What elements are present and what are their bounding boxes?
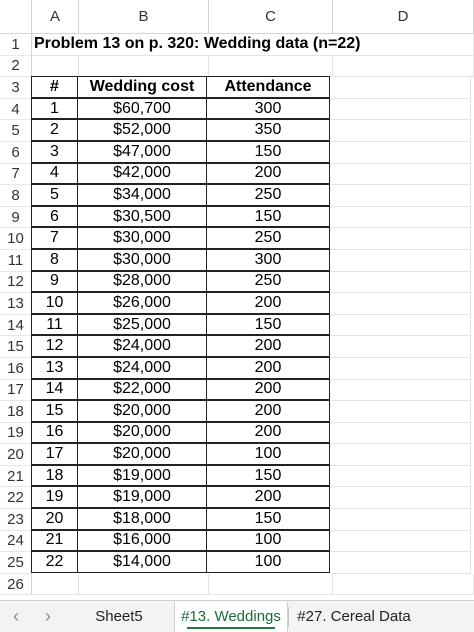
- cell-number[interactable]: 10: [31, 292, 78, 314]
- cell-attendance[interactable]: 200: [206, 163, 330, 185]
- sheet-tab-bar: [0, 600, 474, 632]
- row-header-17[interactable]: 17: [0, 380, 32, 402]
- column-header-a[interactable]: A: [32, 0, 79, 34]
- grid-row-2: [32, 56, 474, 78]
- cell-d[interactable]: [330, 164, 471, 186]
- cell-d2[interactable]: [333, 56, 474, 78]
- select-all-corner[interactable]: [0, 0, 32, 34]
- cell-wedding-cost[interactable]: $60,700: [77, 98, 207, 120]
- cell-attendance[interactable]: 150: [206, 141, 330, 163]
- row-header-21[interactable]: 21: [0, 466, 32, 488]
- table-row: [32, 531, 474, 553]
- row-header-12[interactable]: 12: [0, 272, 32, 294]
- cell-wedding-cost[interactable]: $20,000: [77, 443, 207, 465]
- cell-attendance[interactable]: 100: [206, 443, 330, 465]
- cell-wedding-cost[interactable]: $16,000: [77, 530, 207, 552]
- cell-d[interactable]: [330, 509, 471, 531]
- table-row: [32, 401, 474, 423]
- table-header-wedding-cost[interactable]: Wedding cost: [77, 76, 207, 98]
- cell-number[interactable]: 19: [31, 486, 78, 508]
- cell-wedding-cost[interactable]: $20,000: [77, 400, 207, 422]
- cell-attendance[interactable]: 250: [206, 184, 330, 206]
- row-header-1[interactable]: 1: [0, 34, 32, 56]
- cell-attendance[interactable]: 200: [206, 400, 330, 422]
- table-row: [32, 99, 474, 121]
- row-header-9[interactable]: 9: [0, 207, 32, 229]
- table-row: [32, 466, 474, 488]
- cell-wedding-cost[interactable]: $19,000: [77, 465, 207, 487]
- table-row: [32, 185, 474, 207]
- column-headers: [32, 0, 474, 34]
- tab-sheet5[interactable]: Sheet5: [95, 608, 143, 625]
- cell-attendance[interactable]: 200: [206, 292, 330, 314]
- table-header-number[interactable]: #: [31, 76, 78, 98]
- cell-wedding-cost[interactable]: $42,000: [77, 163, 207, 185]
- table-row: [32, 272, 474, 294]
- cell-wedding-cost[interactable]: $26,000: [77, 292, 207, 314]
- cell-wedding-cost[interactable]: $25,000: [77, 314, 207, 336]
- row-header-11[interactable]: 11: [0, 250, 32, 272]
- row-header-24[interactable]: 24: [0, 531, 32, 553]
- row-headers: [0, 34, 32, 595]
- table-row: [32, 228, 474, 250]
- row-header-22[interactable]: 22: [0, 487, 32, 509]
- table-row: [32, 444, 474, 466]
- prev-sheet-icon[interactable]: ‹: [13, 606, 19, 626]
- cell-attendance[interactable]: 150: [206, 508, 330, 530]
- row-header-16[interactable]: 16: [0, 358, 32, 380]
- cell-d[interactable]: [330, 380, 471, 402]
- cell-wedding-cost[interactable]: $34,000: [77, 184, 207, 206]
- cell-number[interactable]: 1: [31, 98, 78, 120]
- cell-a2[interactable]: [32, 56, 79, 78]
- cell-wedding-cost[interactable]: $28,000: [77, 271, 207, 293]
- column-header-d[interactable]: D: [333, 0, 474, 34]
- cell-wedding-cost[interactable]: $24,000: [77, 335, 207, 357]
- cell-attendance[interactable]: 200: [206, 379, 330, 401]
- cell-number[interactable]: 3: [31, 141, 78, 163]
- table-row: [32, 207, 474, 229]
- row-header-26[interactable]: 26: [0, 574, 32, 596]
- row-header-23[interactable]: 23: [0, 509, 32, 531]
- cell-number[interactable]: 9: [31, 271, 78, 293]
- cell-d[interactable]: [330, 444, 471, 466]
- cell-wedding-cost[interactable]: $52,000: [77, 119, 207, 141]
- cell-a1-title[interactable]: Problem 13 on p. 320: Wedding data (n=22): [32, 34, 79, 56]
- grid-row-26: [32, 574, 474, 596]
- table-row: [32, 315, 474, 337]
- cell-wedding-cost[interactable]: $24,000: [77, 357, 207, 379]
- cell-d[interactable]: [330, 185, 471, 207]
- cell-d[interactable]: [330, 423, 471, 445]
- cell-b26[interactable]: [79, 574, 209, 596]
- cell-number[interactable]: 15: [31, 400, 78, 422]
- table-row: [32, 142, 474, 164]
- cell-d[interactable]: [330, 207, 471, 229]
- table-row: [32, 509, 474, 531]
- cell-d[interactable]: [330, 487, 471, 509]
- cell-wedding-cost[interactable]: $22,000: [77, 379, 207, 401]
- cell-number[interactable]: 2: [31, 119, 78, 141]
- row-header-8[interactable]: 8: [0, 185, 32, 207]
- table-row: [32, 552, 474, 574]
- cell-number[interactable]: 13: [31, 357, 78, 379]
- cell-number[interactable]: 22: [31, 551, 78, 573]
- row-header-20[interactable]: 20: [0, 444, 32, 466]
- row-header-6[interactable]: 6: [0, 142, 32, 164]
- cell-number[interactable]: 14: [31, 379, 78, 401]
- cell-number[interactable]: 5: [31, 184, 78, 206]
- cell-attendance[interactable]: 150: [206, 465, 330, 487]
- row-header-7[interactable]: 7: [0, 164, 32, 186]
- row-header-3[interactable]: 3: [0, 77, 32, 99]
- cell-number[interactable]: 12: [31, 335, 78, 357]
- cell-attendance[interactable]: 150: [206, 206, 330, 228]
- table-row: [32, 164, 474, 186]
- cell-d[interactable]: [330, 228, 471, 250]
- cell-attendance[interactable]: 200: [206, 422, 330, 444]
- cell-attendance[interactable]: 100: [206, 551, 330, 573]
- cell-number[interactable]: 8: [31, 249, 78, 271]
- table-row: [32, 358, 474, 380]
- row-header-15[interactable]: 15: [0, 336, 32, 358]
- cell-number[interactable]: 20: [31, 508, 78, 530]
- cell-attendance[interactable]: 250: [206, 271, 330, 293]
- cell-d[interactable]: [330, 99, 471, 121]
- cell-attendance[interactable]: 200: [206, 357, 330, 379]
- cell-d[interactable]: [330, 120, 471, 142]
- cell-wedding-cost[interactable]: $47,000: [77, 141, 207, 163]
- cell-d[interactable]: [330, 552, 471, 574]
- cell-wedding-cost[interactable]: $30,000: [77, 227, 207, 249]
- column-header-c[interactable]: C: [209, 0, 333, 34]
- cell-attendance[interactable]: 150: [206, 314, 330, 336]
- row-header-19[interactable]: 19: [0, 423, 32, 445]
- cell-d[interactable]: [330, 336, 471, 358]
- cell-number[interactable]: 16: [31, 422, 78, 444]
- cell-b2[interactable]: [79, 56, 209, 78]
- cell-d[interactable]: [330, 315, 471, 337]
- cell-number[interactable]: 18: [31, 465, 78, 487]
- cell-attendance[interactable]: 200: [206, 486, 330, 508]
- table-row: [32, 293, 474, 315]
- row-header-25[interactable]: 25: [0, 552, 32, 574]
- cell-number[interactable]: 6: [31, 206, 78, 228]
- row-header-2[interactable]: 2: [0, 56, 32, 78]
- table-row: [32, 250, 474, 272]
- cell-attendance[interactable]: 350: [206, 119, 330, 141]
- cell-d[interactable]: [330, 401, 471, 423]
- table-row: [32, 423, 474, 445]
- cell-d[interactable]: [330, 531, 471, 553]
- cell-grid: [32, 34, 474, 595]
- row-header-10[interactable]: 10: [0, 228, 32, 250]
- cell-c2[interactable]: [209, 56, 333, 78]
- cell-d[interactable]: [330, 293, 471, 315]
- cell-d26[interactable]: [333, 574, 474, 596]
- cell-number[interactable]: 21: [31, 530, 78, 552]
- row-header-18[interactable]: 18: [0, 401, 32, 423]
- cell-attendance[interactable]: 100: [206, 530, 330, 552]
- grid-row-1: [32, 34, 474, 56]
- cell-wedding-cost[interactable]: $18,000: [77, 508, 207, 530]
- column-header-b[interactable]: B: [79, 0, 209, 34]
- cell-d[interactable]: [330, 250, 471, 272]
- cell-number[interactable]: 11: [31, 314, 78, 336]
- row-header-14[interactable]: 14: [0, 315, 32, 337]
- row-header-5[interactable]: 5: [0, 120, 32, 142]
- cell-d[interactable]: [330, 358, 471, 380]
- row-header-4[interactable]: 4: [0, 99, 32, 121]
- grid-row-3: [32, 77, 474, 99]
- cell-d[interactable]: [330, 272, 471, 294]
- table-row: [32, 487, 474, 509]
- cell-c26[interactable]: [209, 574, 333, 596]
- cell-a26[interactable]: [32, 574, 79, 596]
- cell-attendance[interactable]: 300: [206, 249, 330, 271]
- tab-weddings[interactable]: #13. Weddings: [174, 602, 288, 632]
- tab-cereal-data[interactable]: #27. Cereal Data: [297, 608, 411, 625]
- cell-attendance[interactable]: 250: [206, 227, 330, 249]
- cell-b1[interactable]: [79, 34, 209, 56]
- table-row: [32, 380, 474, 402]
- table-header-attendance[interactable]: Attendance: [206, 76, 330, 98]
- cell-wedding-cost[interactable]: $20,000: [77, 422, 207, 444]
- cell-c1[interactable]: [209, 34, 333, 56]
- cell-d3[interactable]: [330, 77, 471, 99]
- next-sheet-icon[interactable]: ›: [45, 606, 51, 626]
- row-header-13[interactable]: 13: [0, 293, 32, 315]
- cell-number[interactable]: 4: [31, 163, 78, 185]
- table-row: [32, 336, 474, 358]
- cell-attendance[interactable]: 300: [206, 98, 330, 120]
- cell-wedding-cost[interactable]: $19,000: [77, 486, 207, 508]
- cell-wedding-cost[interactable]: $30,500: [77, 206, 207, 228]
- cell-number[interactable]: 17: [31, 443, 78, 465]
- table-row: [32, 120, 474, 142]
- cell-d1[interactable]: [333, 34, 474, 56]
- cell-wedding-cost[interactable]: $14,000: [77, 551, 207, 573]
- cell-d[interactable]: [330, 466, 471, 488]
- cell-wedding-cost[interactable]: $30,000: [77, 249, 207, 271]
- cell-attendance[interactable]: 200: [206, 335, 330, 357]
- cell-d[interactable]: [330, 142, 471, 164]
- cell-number[interactable]: 7: [31, 227, 78, 249]
